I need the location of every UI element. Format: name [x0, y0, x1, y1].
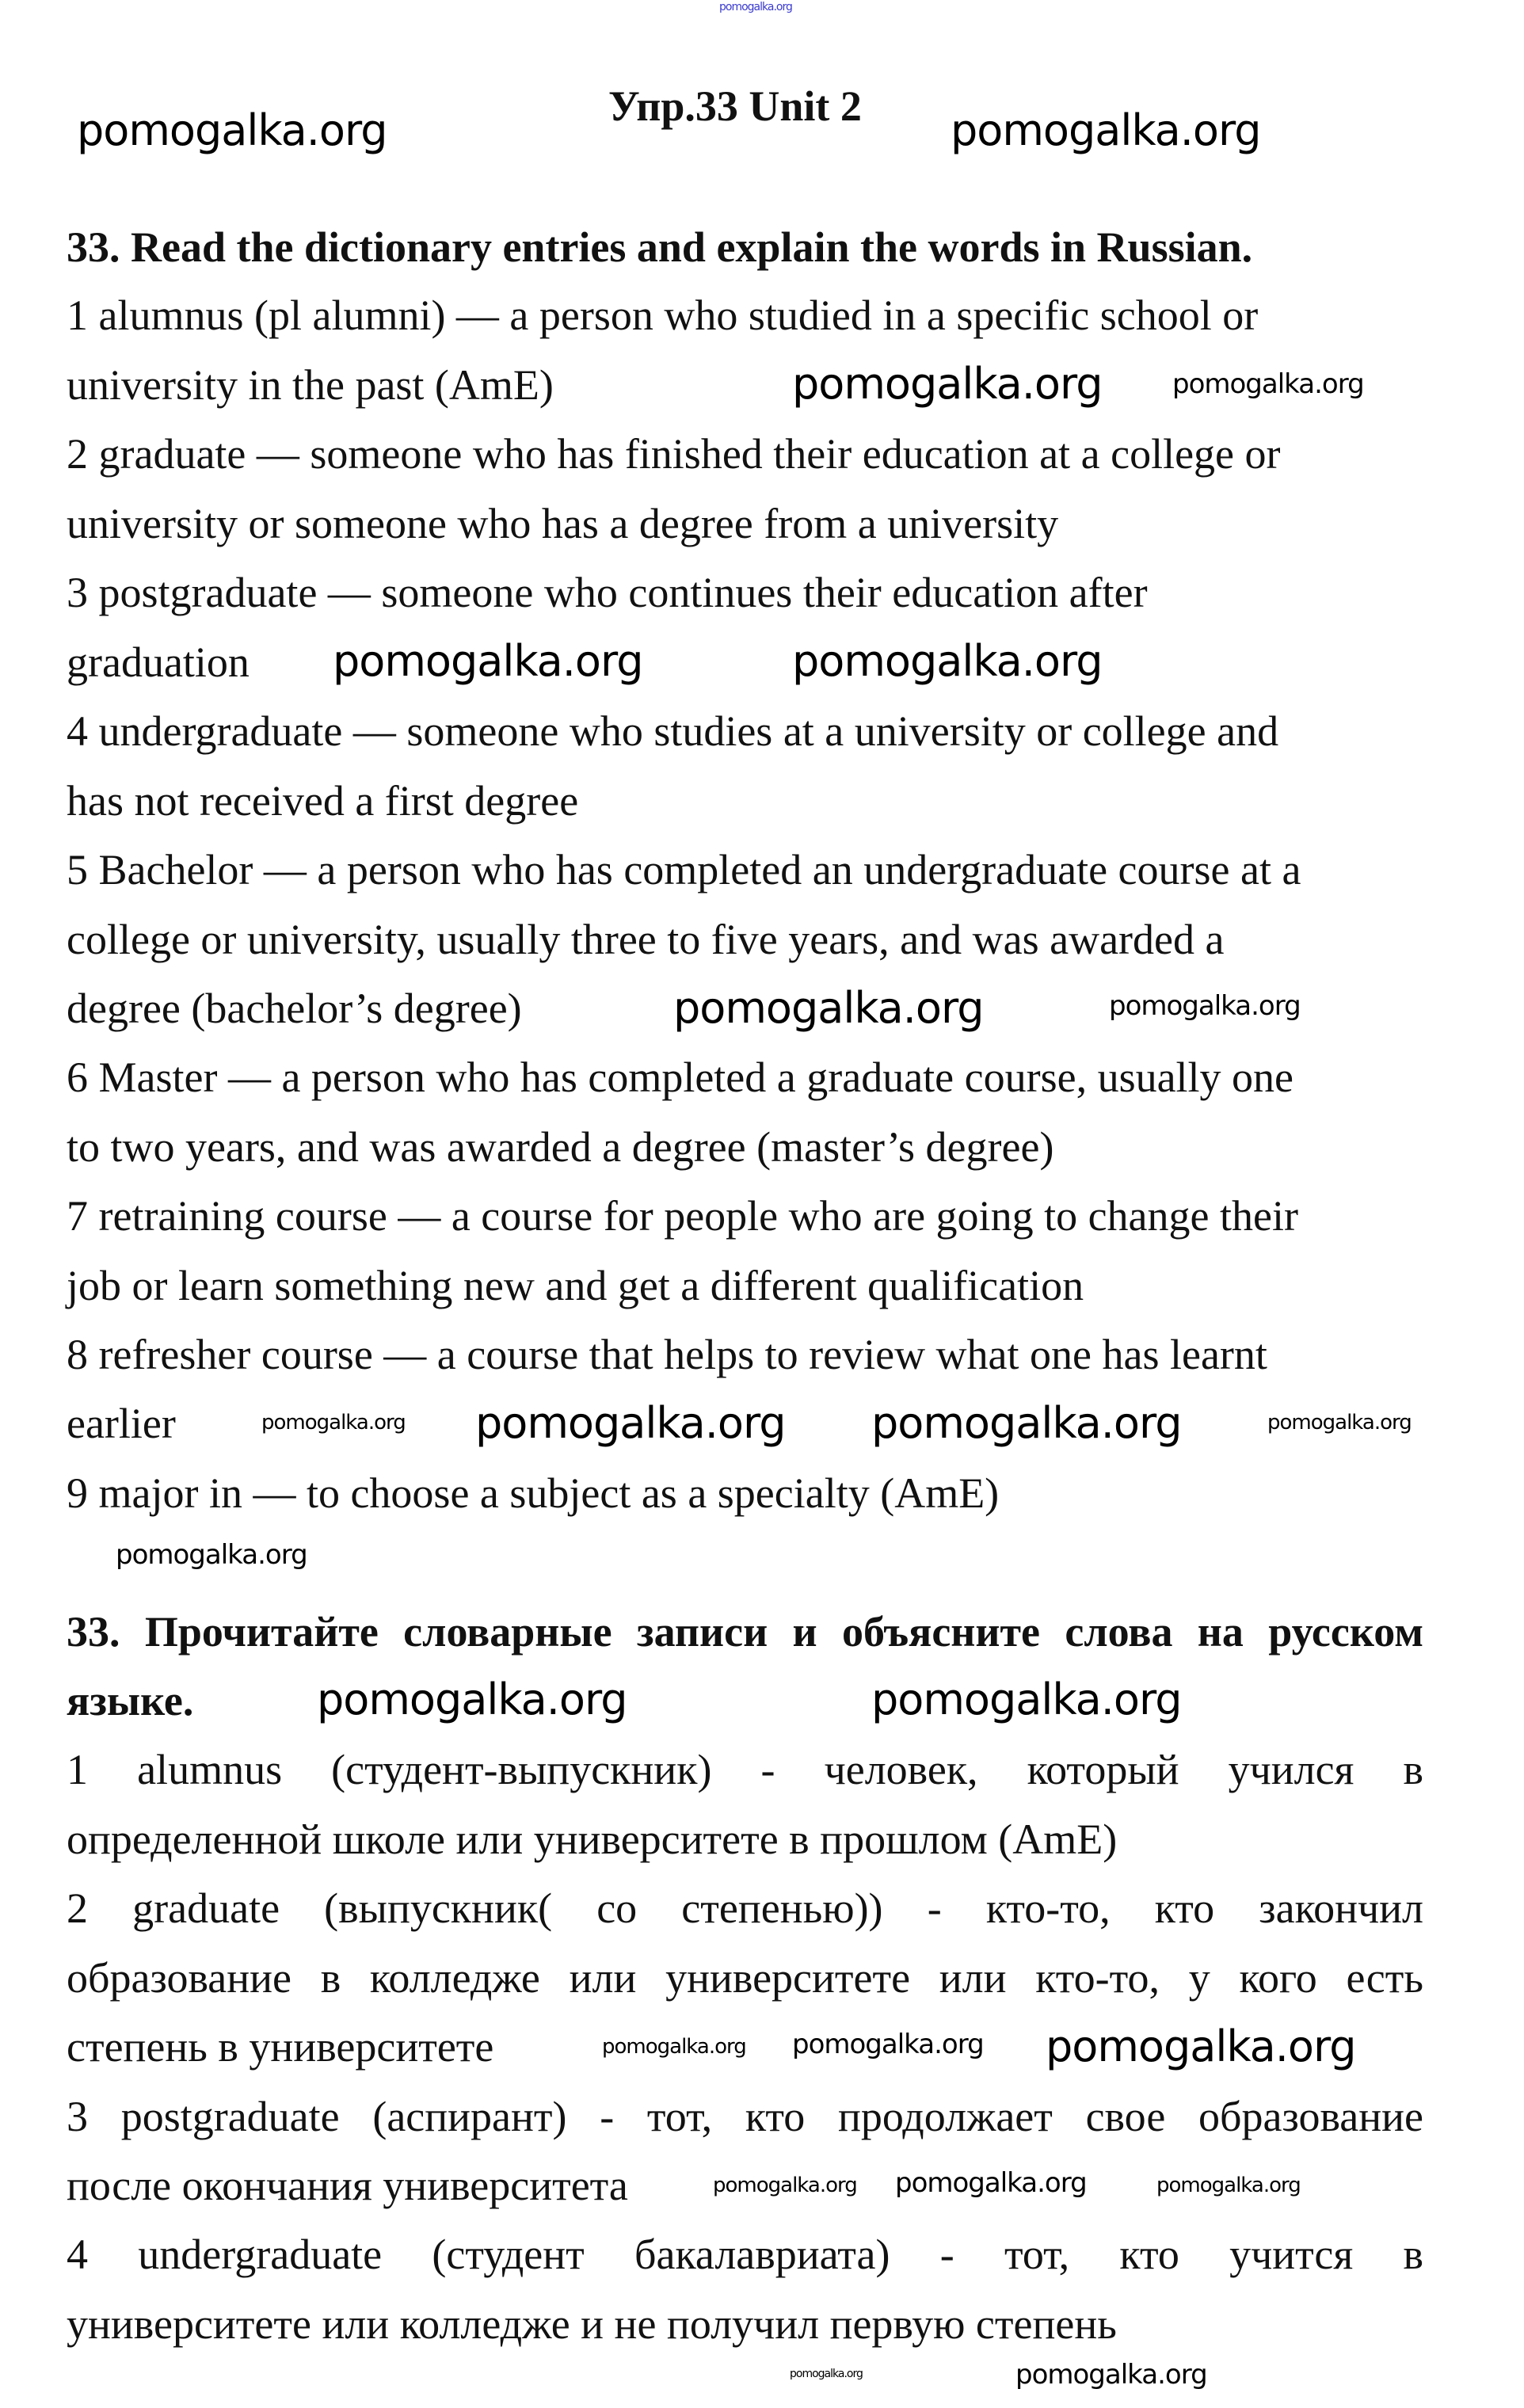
watermark: pomogalka.org — [792, 2029, 984, 2060]
entry-line: degree (bachelor’s degree) — [67, 985, 522, 1032]
entry-line: определенной школе или университете в прошлом (AmE) — [67, 1816, 1118, 1863]
entry-line: после окончания университета — [67, 2162, 628, 2209]
watermark: pomogalka.org — [713, 2174, 857, 2197]
watermark: pomogalka.org — [792, 636, 1103, 686]
english-heading: 33. Read the dictionary entries and explain the words in Russian. — [67, 223, 1253, 271]
entry-line: university or someone who has a degree from a university — [67, 500, 1059, 547]
entry-line: степень в университете — [67, 2023, 494, 2071]
entry-line: graduation — [67, 638, 250, 686]
entry-line: 3 postgraduate (аспирант) - тот, кто продолжает свое образование — [67, 2093, 1423, 2140]
watermark: pomogalka.org — [1267, 1411, 1412, 1435]
entry-line: образование в колледже или университете или кто-то, у кого есть — [67, 1954, 1423, 2002]
entry-line: 2 graduate — someone who has finished their education at a college or — [67, 430, 1281, 478]
watermark: pomogalka.org — [673, 983, 984, 1033]
entry-line: job or learn something new and get a different qualification — [67, 1262, 1084, 1309]
russian-heading: языке. — [67, 1677, 194, 1724]
watermark: pomogalka.org — [475, 1398, 786, 1448]
entry-line: 7 retraining course — a course for people who are going to change their — [67, 1192, 1298, 1240]
watermark: pomogalka.org — [317, 1675, 627, 1724]
watermark: pomogalka.org — [77, 105, 387, 155]
entry-line: 1 alumnus (студент-выпускник) - человек, который учился в — [67, 1746, 1423, 1793]
entry-line: 6 Master — a person who has completed a graduate course, usually one — [67, 1054, 1294, 1101]
entry-line: has not received a first degree — [67, 777, 579, 825]
entry-line: 9 major in — to choose a subject as a specialty (AmE) — [67, 1469, 1000, 1517]
watermark: pomogalka.org — [602, 2035, 746, 2059]
entry-line: 4 undergraduate (студент бакалавриата) - тот, кто учится в — [67, 2231, 1423, 2278]
top-watermark: pomogalka.org — [719, 1, 792, 13]
entry-line: 1 alumnus (pl alumni) — a person who studied in a specific school or — [67, 291, 1259, 339]
entry-line: 8 refresher course — a course that helps to review what one has learnt — [67, 1331, 1267, 1378]
entry-line: college or university, usually three to five years, and was awarded a — [67, 916, 1225, 963]
entry-line: 4 undergraduate — someone who studies at a university or college and — [67, 707, 1279, 755]
watermark: pomogalka.org — [1015, 2359, 1207, 2391]
watermark: pomogalka.org — [871, 1675, 1182, 1724]
entry-line: 3 postgraduate — someone who continues their education after — [67, 569, 1148, 616]
watermark: pomogalka.org — [790, 2368, 863, 2380]
watermark: pomogalka.org — [895, 2167, 1087, 2199]
watermark: pomogalka.org — [261, 1411, 406, 1435]
watermark: pomogalka.org — [951, 105, 1261, 155]
watermark: pomogalka.org — [1156, 2174, 1301, 2197]
watermark: pomogalka.org — [871, 1398, 1182, 1448]
watermark: pomogalka.org — [1172, 368, 1364, 400]
entry-line: earlier — [67, 1400, 176, 1447]
entry-line: to two years, and was awarded a degree (master’s degree) — [67, 1123, 1054, 1171]
entry-line: 5 Bachelor — a person who has completed an undergraduate course at a — [67, 846, 1301, 893]
entry-line: 2 graduate (выпускник( со степенью)) - кто-то, кто закончил — [67, 1884, 1423, 1932]
watermark: pomogalka.org — [333, 636, 643, 686]
watermark: pomogalka.org — [1109, 990, 1301, 1022]
entry-line: университете или колледже и не получил первую степень — [67, 2300, 1117, 2348]
russian-heading: 33. Прочитайте словарные записи и объясните слова на русском — [67, 1608, 1423, 1656]
entry-line: university in the past (AmE) — [67, 361, 554, 409]
page-title: Упр.33 Unit 2 — [608, 82, 862, 130]
watermark: pomogalka.org — [116, 1539, 307, 1571]
watermark: pomogalka.org — [792, 359, 1103, 409]
watermark: pomogalka.org — [1046, 2021, 1356, 2071]
